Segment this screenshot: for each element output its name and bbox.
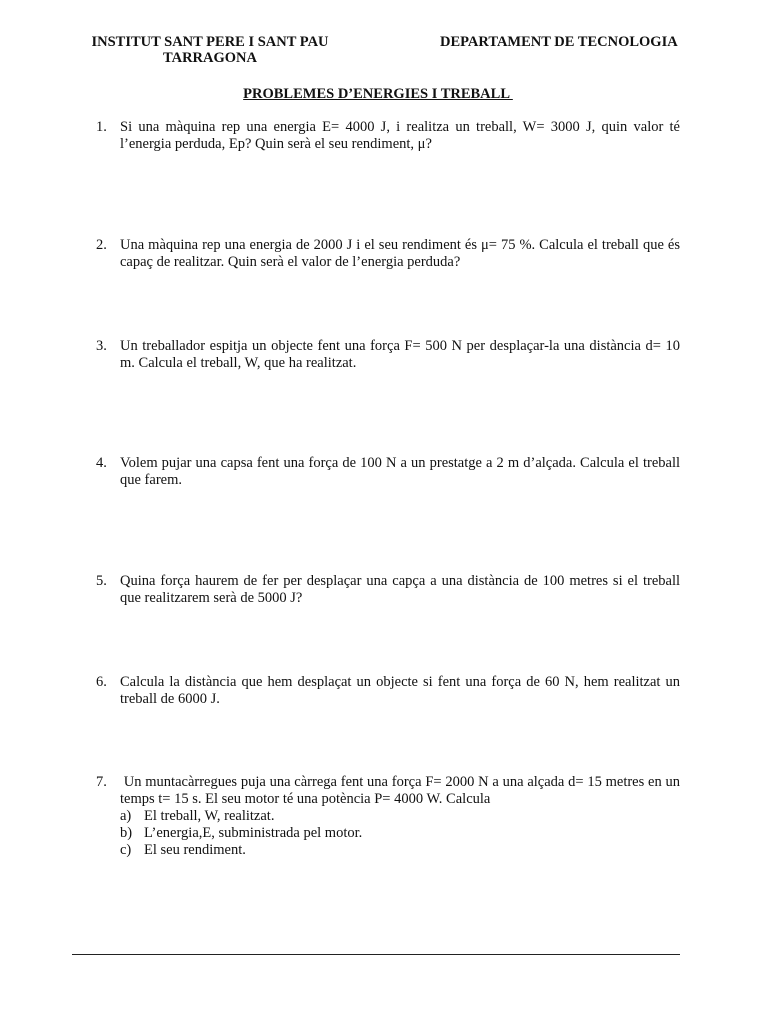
subitem-text: El treball, W, realitzat. [144,808,275,824]
subitem-b [120,825,680,842]
problem-item-1 [96,119,680,153]
problem-item-5 [96,573,680,607]
subitem-text: L’energia,E, subministrada pel motor. [144,825,363,841]
page-title: PROBLEMES D’ENERGIES I TREBALL [243,86,513,102]
department-name: DEPARTAMENT DE TECNOLOGIA [440,34,678,50]
problem-text: Un treballador espitja un objecte fent una força F= 500 N per desplaçar-la una distància d= 10 m. Calcula el treball, W, que ha realitzat. [120,338,680,371]
subitem-a [120,808,680,825]
footer-rule [72,954,680,955]
subitem-label: c) [120,842,132,858]
subitem-label: b) [120,825,133,841]
subitem-label: a) [120,808,132,824]
school-city: TARRAGONA [163,50,257,66]
problem-number: 6. [96,674,107,690]
problem-number: 3. [96,338,107,354]
problem-item-7 [96,774,684,859]
problem-text: Una màquina rep una energia de 2000 J i el seu rendiment és μ= 75 %. Calcula el treball que és capaç de realitzar. Quin serà el valor de l’energia perduda? [120,237,680,270]
problem-text: Un muntacàrregues puja una càrrega fent una força F= 2000 N a una alçada d= 15 metres en un temps t= 15 s. El seu motor té una potència P= 4000 W. Calcula [120,774,684,807]
problem-item-6 [96,674,680,708]
problem-number: 5. [96,573,107,589]
problem-text: Calcula la distància que hem desplaçat un objecte si fent una força de 60 N, hem realitzat un treball de 6000 J. [120,674,680,707]
problem-item-3 [96,338,680,372]
problem-number: 7. [96,774,107,790]
subitem-list [120,808,680,859]
problem-text: Si una màquina rep una energia E= 4000 J, i realitza un treball, W= 3000 J, quin valor té l’energia perduda, Ep? Quin serà el seu rendiment, μ? [120,119,680,152]
subitem-text: El seu rendiment. [144,842,246,858]
problem-item-4 [96,455,680,489]
problem-text: Volem pujar una capsa fent una força de 100 N a un prestatge a 2 m d’alçada. Calcula el treball que farem. [120,455,680,488]
school-name [75,34,345,66]
problem-number: 4. [96,455,107,471]
school-name-line1: INSTITUT SANT PERE I SANT PAU [91,34,329,50]
problem-text: Quina força haurem de fer per desplaçar una capça a una distància de 100 metres si el treball que realitzarem serà de 5000 J? [120,573,680,606]
problem-number: 2. [96,237,107,253]
problem-item-2 [96,237,680,271]
problem-number: 1. [96,119,107,135]
subitem-c [120,842,680,859]
